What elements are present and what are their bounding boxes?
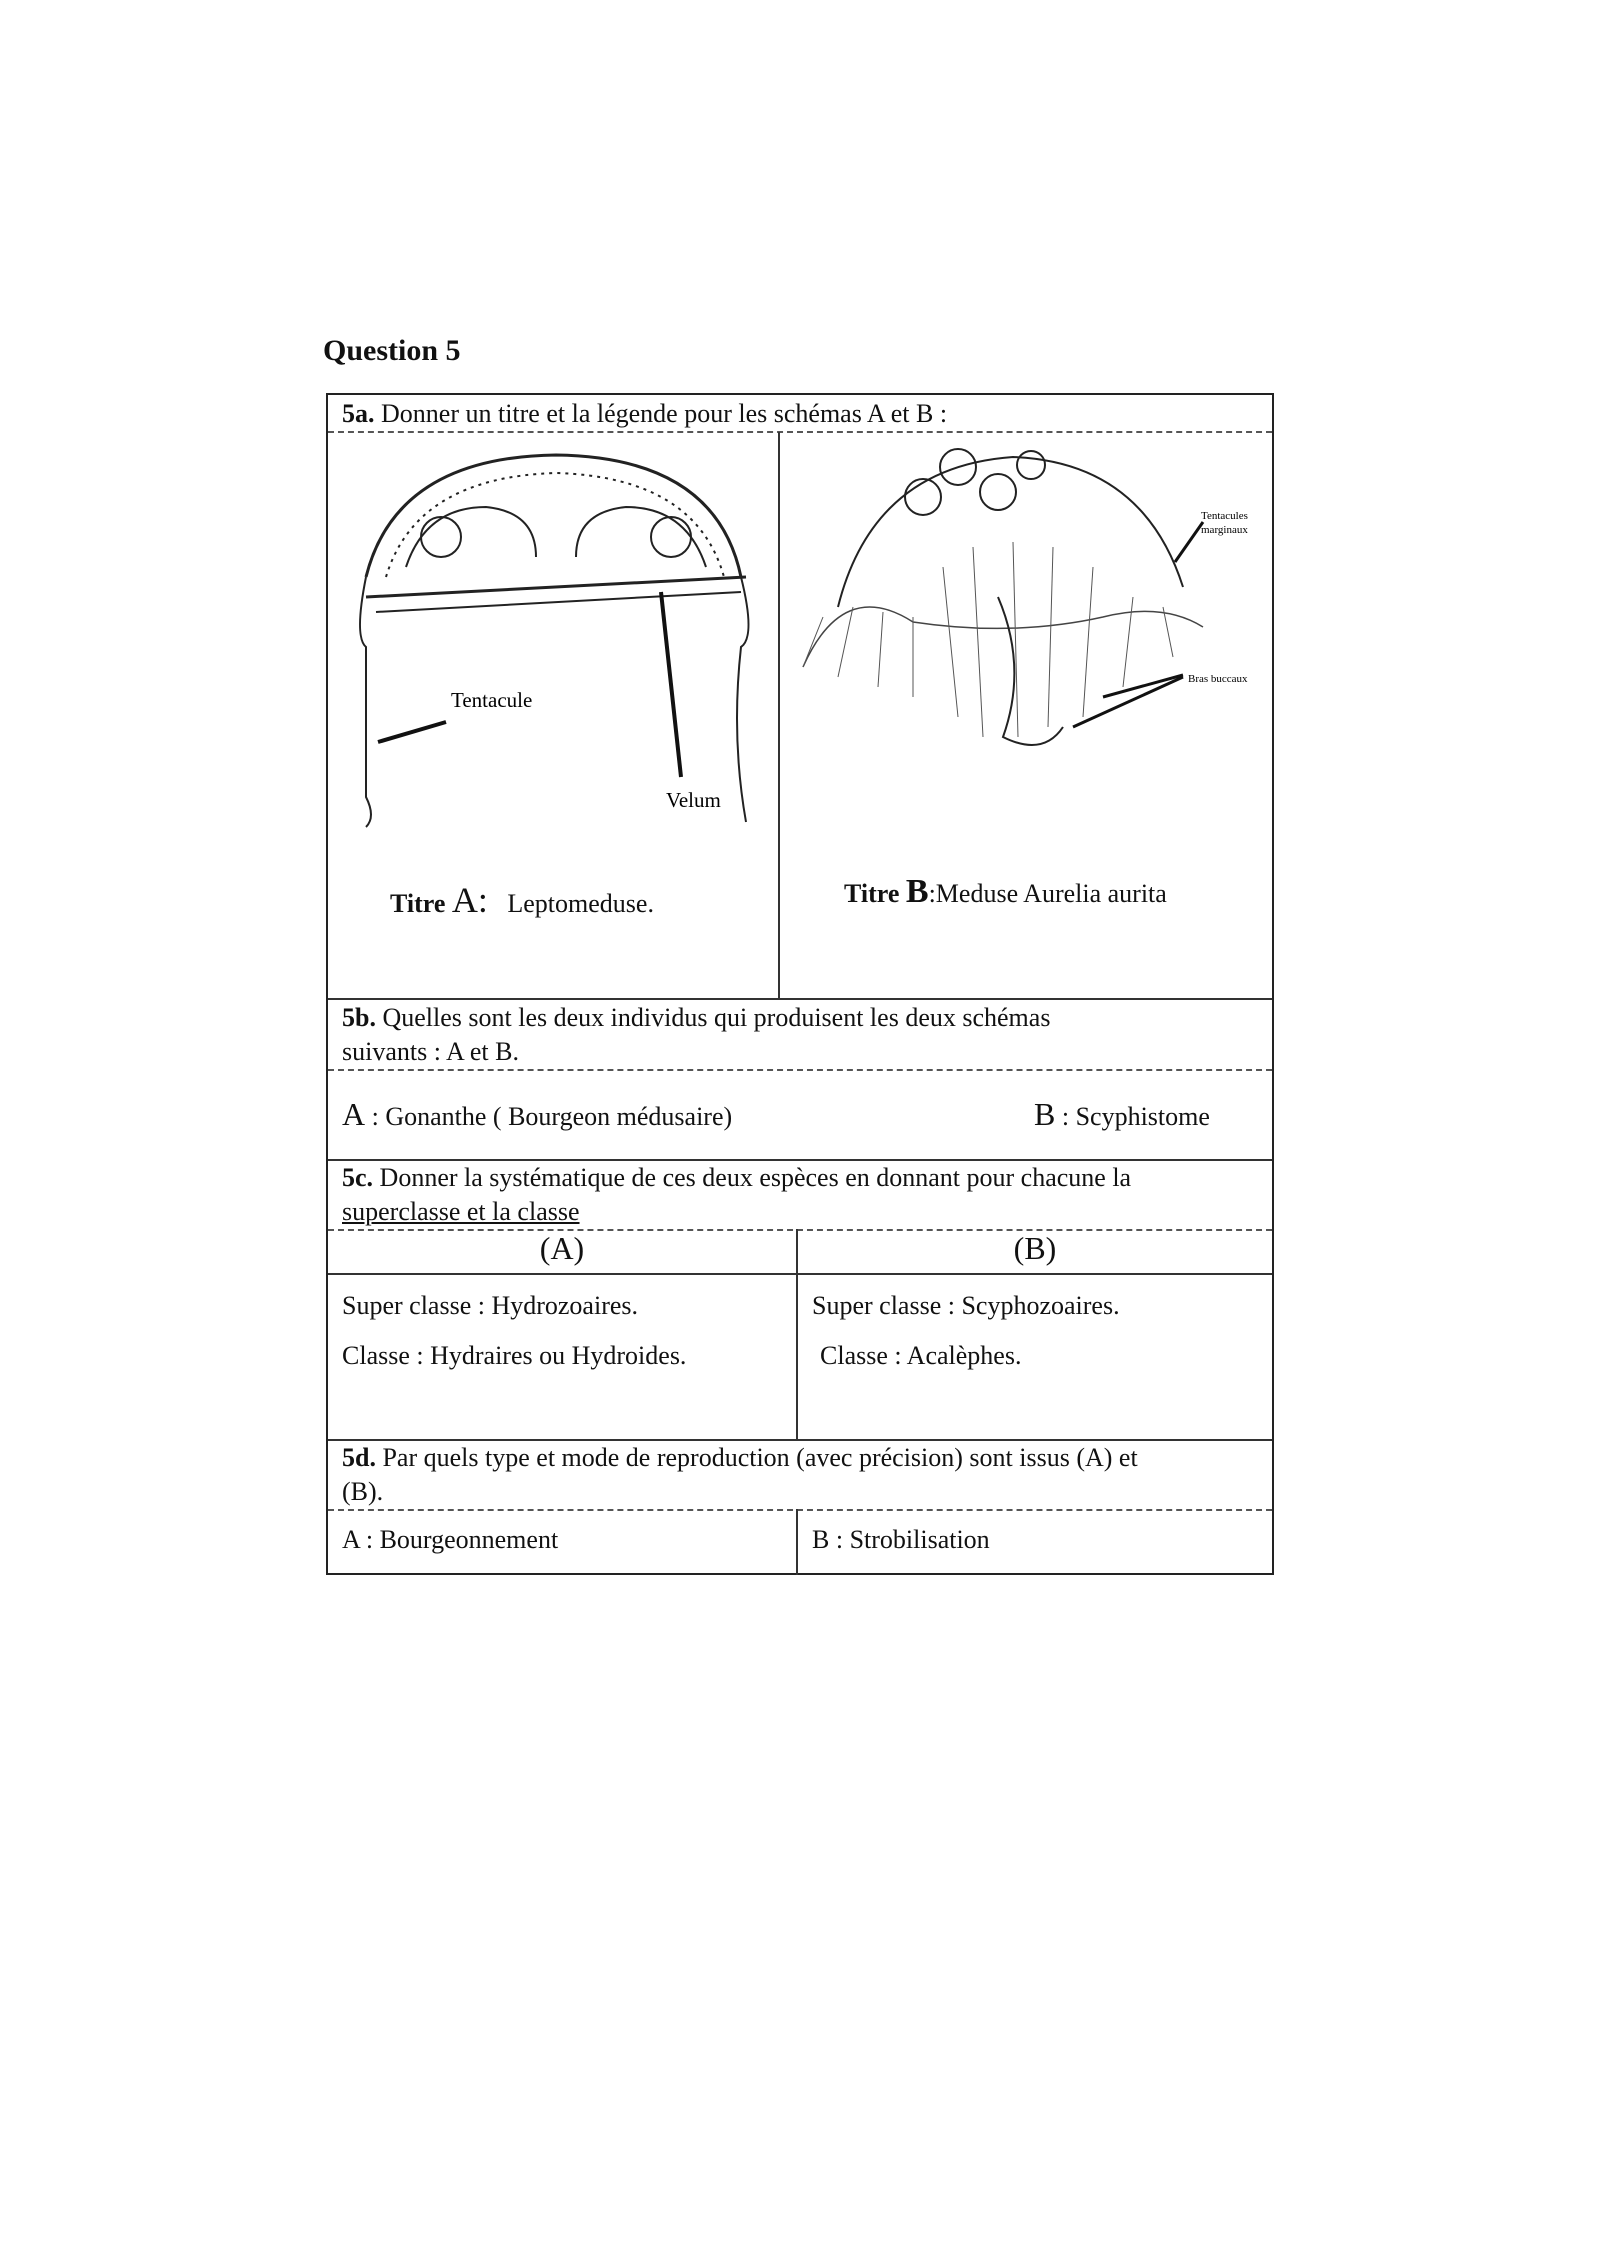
q5b-answer-a [342,1097,732,1134]
schema-a-figure [336,437,776,867]
q5c-number: 5c. [342,1163,374,1192]
title-a-letter: A: [451,880,488,920]
velum-label: Velum [666,788,721,812]
q5b-answer-a-letter: A [342,1096,366,1132]
q5b-answer-b-letter: B [1034,1096,1056,1132]
title-a-value: Leptomeduse. [507,889,654,918]
divider [796,1509,798,1575]
q5b-prompt-line1 [342,1001,1050,1035]
q5b-number: 5b. [342,1003,376,1032]
title-a [390,880,654,921]
q5d-prompt-line1 [342,1441,1138,1475]
bras-buccaux-label: Bras buccaux [1188,673,1248,685]
q5a-number: 5a. [342,399,375,428]
title-b-value: :Meduse Aurelia aurita [928,879,1167,908]
q5c-col-a-header: (A) [539,1230,585,1266]
q5c-b-classe: Classe : Acalèphes. [820,1341,1022,1370]
divider [328,1069,1272,1071]
q5d-answer-a: A : Bourgeonnement [342,1525,559,1554]
q5b-prompt-line2: suivants : A et B. [342,1037,519,1066]
schema-b-figure [783,437,1263,797]
title-b [844,875,1167,911]
q5d-number: 5d. [342,1443,376,1472]
tentacules-marginaux-label-1: Tentacules [1201,510,1248,522]
q5d-prompt-text: Par quels type et mode de reproduction (avec précision) sont issus (A) et [382,1443,1138,1472]
tentacule-label: Tentacule [451,688,533,712]
q5d-prompt-line2: (B). [342,1477,384,1506]
divider [328,1509,1272,1511]
q5c-a-classe: Classe : Hydraires ou Hydroides. [342,1341,687,1370]
q5c-prompt-text: Donner la systématique de ces deux espèces en donnant pour chacune la [379,1163,1132,1192]
q5b-answer-a-text: : Gonanthe ( Bourgeon médusaire) [371,1102,733,1131]
question-table [326,393,1274,1575]
question-title: Question 5 [323,334,461,367]
q5c-a-superclasse: Super classe : Hydrozoaires. [342,1291,639,1320]
q5b-answer-b [1034,1097,1210,1134]
tentacules-marginaux-label-2: marginaux [1201,524,1248,536]
divider [778,432,780,998]
q5c-prompt-line2: superclasse et la classe [342,1197,580,1226]
title-a-prefix: Titre [390,889,446,918]
divider [328,1273,1272,1275]
title-b-letter: B [905,873,929,910]
q5b-prompt-text: Quelles sont les deux individus qui produisent les deux schémas [382,1003,1051,1032]
q5c-prompt-line1 [342,1161,1131,1195]
q5a-prompt-text: Donner un titre et la légende pour les schémas A et B : [381,399,948,428]
q5c-b-superclasse: Super classe : Scyphozoaires. [812,1291,1120,1320]
q5b-answer-b-text: : Scyphistome [1055,1102,1210,1131]
q5c-col-b-header: (B) [1013,1230,1057,1266]
divider [328,431,1272,433]
q5d-answer-b: B : Strobilisation [812,1525,990,1554]
q5a-prompt [342,397,947,431]
title-b-prefix: Titre [844,879,900,908]
divider [328,998,1272,1000]
